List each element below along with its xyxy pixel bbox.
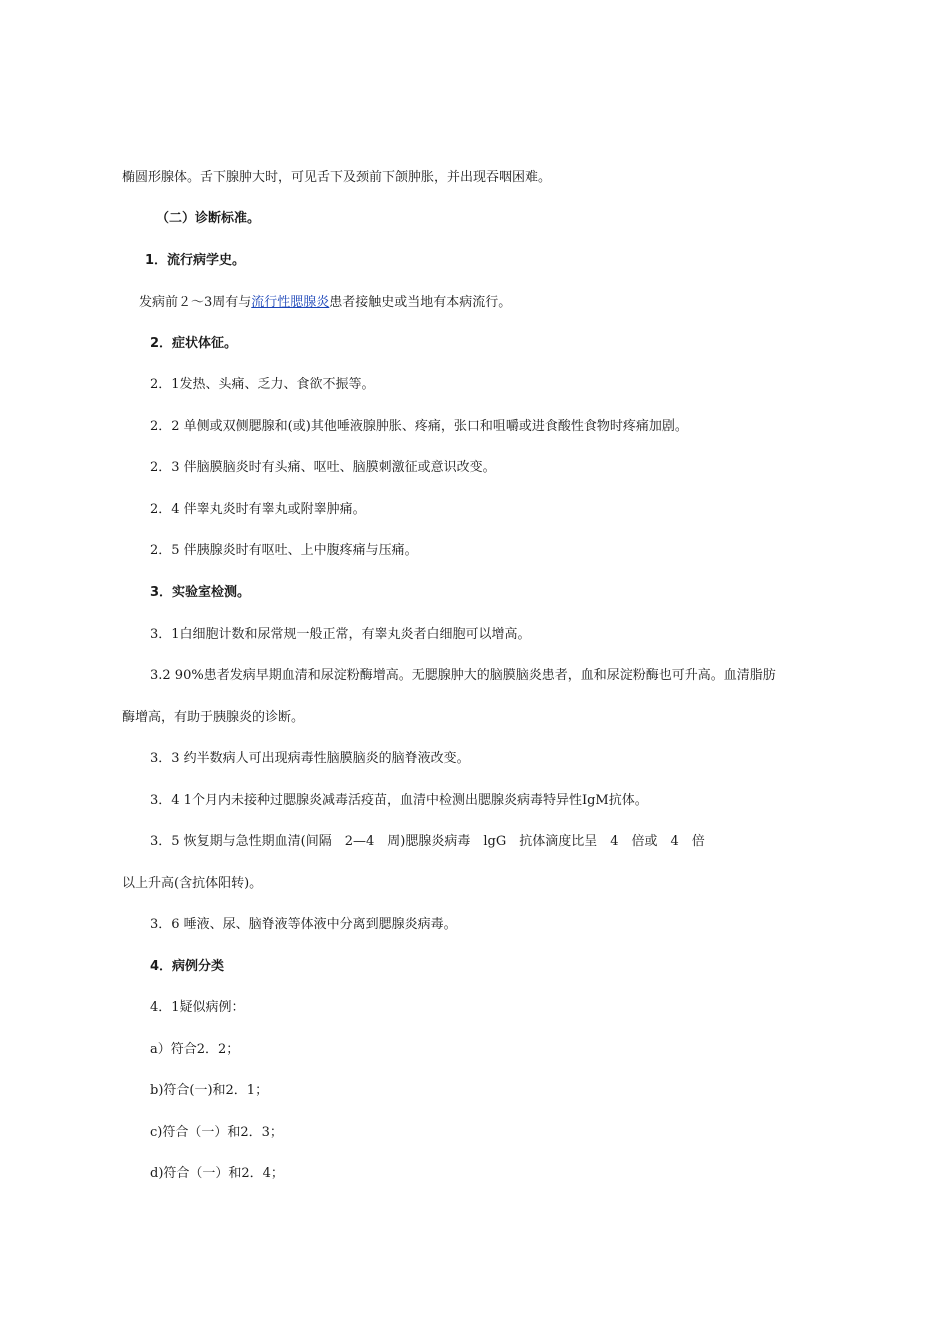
- paragraph-line: 以上升高(含抗体阳转)。: [122, 876, 263, 891]
- text-before-link: 发病前２～3周有与: [139, 295, 252, 310]
- section-heading-diagnosis-criteria: （二）诊断标准。: [156, 211, 261, 226]
- paragraph-line: 酶增高，有助于胰腺炎的诊断。: [122, 710, 305, 725]
- heading-epidemiology: 1．流行病学史。: [145, 253, 246, 268]
- heading-symptoms: 2．症状体征。: [150, 336, 238, 351]
- paragraph-line: 椭圆形腺体。舌下腺肿大时，可见舌下及颈前下颌肿胀，并出现吞咽困难。: [122, 170, 552, 185]
- paragraph-line: 3．4 1个月内未接种过腮腺炎减毒活疫苗，血清中检测出腮腺炎病毒特异性IgM抗体。: [150, 793, 648, 808]
- paragraph-line: 4．1疑似病例：: [150, 1000, 245, 1015]
- paragraph-line: 2．5 伴胰腺炎时有呕吐、上中腹疼痛与压痛。: [150, 543, 418, 558]
- paragraph-line: 3.2 90%患者发病早期血清和尿淀粉酶增高。无腮腺肿大的脑膜脑炎患者，血和尿淀粉酶也可升高。血清脂肪: [150, 668, 776, 683]
- list-item: c)符合（一）和2．3；: [150, 1125, 283, 1140]
- paragraph-line: 2．3 伴脑膜脑炎时有头痛、呕吐、脑膜刺激征或意识改变。: [150, 460, 496, 475]
- paragraph-line: 3．6 唾液、尿、脑脊液等体液中分离到腮腺炎病毒。: [150, 917, 457, 932]
- paragraph-line: 2．1发热、头痛、乏力、食欲不振等。: [150, 377, 375, 392]
- heading-case-classification: 4．病例分类: [150, 959, 225, 974]
- list-item: a）符合2．2；: [150, 1042, 240, 1057]
- paragraph-line: 2．2 单侧或双侧腮腺和(或)其他唾液腺肿胀、疼痛，张口和咀嚼或进食酸性食物时疼痛加剧。: [150, 419, 688, 434]
- heading-lab-tests: 3．实验室检测。: [150, 585, 251, 600]
- text-after-link: 患者接触史或当地有本病流行。: [329, 295, 512, 310]
- list-item: d)符合（一）和2．4；: [150, 1166, 284, 1181]
- paragraph-line: 3．3 约半数病人可出现病毒性脑膜脑炎的脑脊液改变。: [150, 751, 470, 766]
- list-item: b)符合(一)和2．1；: [150, 1083, 269, 1098]
- paragraph-line: 3．1白细胞计数和尿常规一般正常，有睾丸炎者白细胞可以增高。: [150, 627, 531, 642]
- paragraph-line: 2．4 伴睾丸炎时有睾丸或附睾肿痛。: [150, 502, 366, 517]
- paragraph-line: 3．5 恢复期与急性期血清(间隔 2—4 周)腮腺炎病毒 lgG 抗体滴度比呈 4 倍或 4 倍: [150, 834, 705, 849]
- mumps-link[interactable]: 流行性腮腺炎: [251, 295, 330, 310]
- paragraph-line-epidemiology: [139, 295, 511, 311]
